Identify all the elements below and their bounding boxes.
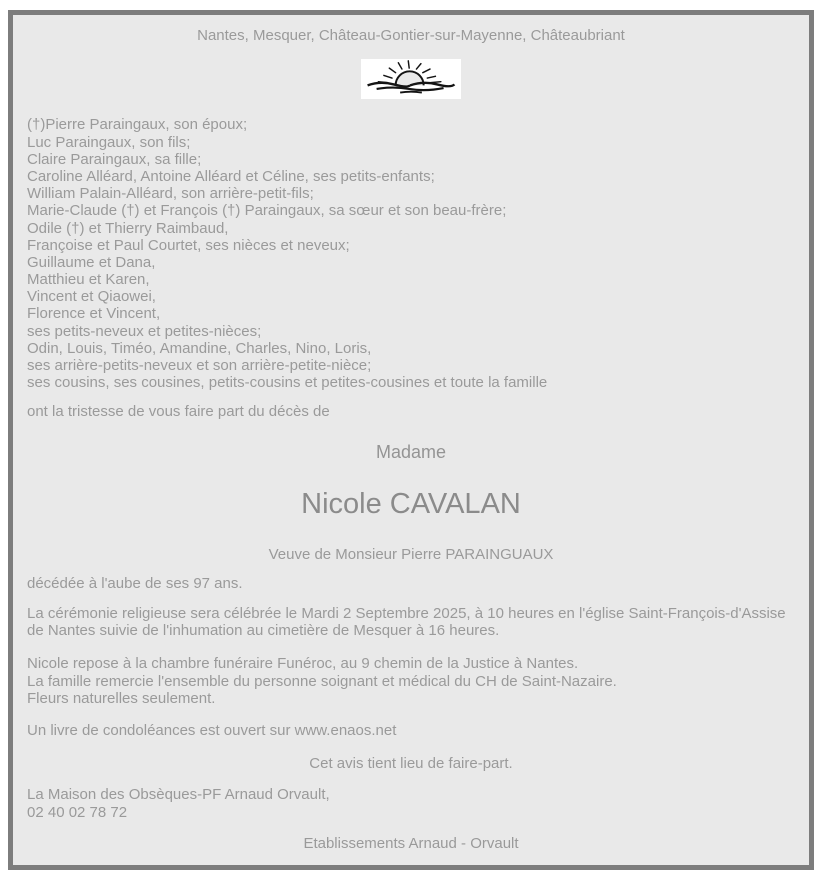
obituary-notice — [8, 10, 814, 870]
funeral-home-name: La Maison des Obsèques-PF Arnaud Orvault, — [27, 786, 330, 804]
faire-part-line: Cet avis tient lieu de faire-part. — [309, 755, 513, 773]
flowers-line: Fleurs naturelles seulement. — [27, 689, 216, 707]
deceased-name: Nicole CAVALAN — [301, 487, 521, 520]
family-line: ses cousins, ses cousines, petits-cousins et petites-cousines et toute la famille — [27, 374, 548, 392]
civility-title: Madame — [375, 441, 447, 462]
family-line: Claire Paraingaux, sa fille; — [27, 150, 202, 168]
establishment-line: Etablissements Arnaud - Orvault — [303, 834, 519, 852]
sunset-logo-icon — [361, 59, 461, 99]
death-line: décédée à l'aube de ses 97 ans. — [27, 574, 243, 592]
family-line: Caroline Alléard, Antoine Alléard et Céline, ses petits-enfants; — [27, 167, 435, 185]
family-line: Luc Paraingaux, son fils; — [27, 133, 191, 151]
family-line: Françoise et Paul Courtet, ses nièces et neveux; — [27, 236, 350, 254]
family-line: Marie-Claude (†) et François (†) Paraingaux, sa sœur et son beau-frère; — [27, 202, 507, 220]
logo-container — [27, 59, 795, 102]
family-line: ses arrière-petits-neveux et son arrière-petite-nièce; — [27, 357, 372, 375]
family-line: Matthieu et Karen, — [27, 271, 150, 289]
family-line: Vincent et Qiaowei, — [27, 288, 156, 306]
thanks-line: La famille remercie l'ensemble du personne soignant et médical du CH de Saint-Nazaire. — [27, 672, 617, 690]
widow-line: Veuve de Monsieur Pierre PARAINGUAUX — [268, 545, 554, 563]
funeral-home-block — [27, 786, 795, 820]
family-list — [27, 116, 795, 391]
family-line: ses petits-neveux et petites-nièces; — [27, 322, 262, 340]
condolences-line: Un livre de condoléances est ouvert sur www.enaos.net — [27, 722, 397, 740]
repose-block — [27, 655, 795, 707]
family-line: William Palain-Alléard, son arrière-petit-fils; — [27, 185, 314, 203]
family-line: Florence et Vincent, — [27, 305, 161, 323]
ceremony-paragraph: La cérémonie religieuse sera célébrée le Mardi 2 Septembre 2025, à 10 heures en l'église Saint-François-d'Assise de Nantes suivie de l'inhumation au cimetière de Mesquer à 16 heures. — [27, 605, 786, 640]
intro-line: ont la tristesse de vous faire part du décès de — [27, 403, 330, 421]
repose-line: Nicole repose à la chambre funéraire Funéroc, au 9 chemin de la Justice à Nantes. — [27, 655, 579, 673]
family-line: Guillaume et Dana, — [27, 253, 156, 271]
family-line: Odin, Louis, Timéo, Amandine, Charles, Nino, Loris, — [27, 339, 372, 357]
family-line: Odile (†) et Thierry Raimbaud, — [27, 219, 229, 237]
funeral-home-phone: 02 40 02 78 72 — [27, 803, 128, 821]
family-line: (†)Pierre Paraingaux, son époux; — [27, 116, 248, 134]
places-header: Nantes, Mesquer, Château-Gontier-sur-Mayenne, Châteaubriant — [197, 27, 625, 44]
